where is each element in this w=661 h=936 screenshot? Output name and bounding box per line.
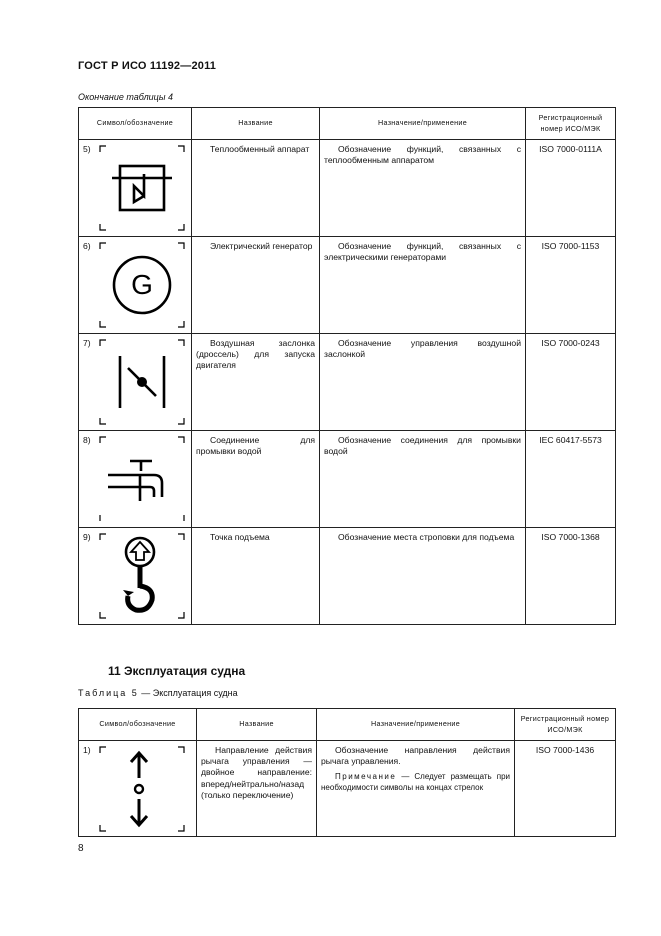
table4-caption: Окончание таблицы 4 [78,92,173,102]
table-4 [78,107,616,625]
table-row [79,140,616,237]
row-number: 7) [83,338,91,348]
symbol-cell [79,741,197,837]
symbol-cell [79,140,192,237]
col-header-name: Название [197,709,317,741]
note [321,772,510,793]
double-direction-arrow-icon [98,745,186,833]
reg-number-cell: ISO 7000-1153 [526,237,616,334]
table-row [79,237,616,334]
col-header-name: Название [192,108,320,140]
name-cell: Точка подъема [192,528,320,625]
section-title: 11 Эксплуатация судна [108,664,246,678]
symbol-cell [79,431,192,528]
table-row [79,528,616,625]
symbol-cell [79,237,192,334]
document-header: ГОСТ Р ИСО 11192—2011 [78,60,217,72]
col-header-symbol: Символ/обозначение [79,108,192,140]
col-header-purpose: Назначение/применение [320,108,526,140]
row-number: 9) [83,532,91,542]
reg-number-cell: ISO 7000-1436 [515,741,616,837]
purpose-cell: Обозначение управления воздушной заслонкой [320,334,526,431]
col-header-reg: Регистрационный номер ИСО/МЭК [515,709,616,741]
name-cell: Направление действия рычага управления — двойное направление: вперед/нейтрально/назад (только переключение) [197,741,317,837]
name-cell: Теплообменный аппарат [192,140,320,237]
heat-exchanger-icon [98,144,186,232]
name-cell: Соединение для промывки водой [192,431,320,528]
purpose-cell: Обозначение направления действия рычага управления. Примечание — Следует размещать при необходимости символы на концах стрелок [317,741,515,837]
reg-number-cell: IEC 60417-5573 [526,431,616,528]
row-number: 1) [83,745,91,755]
table-5 [78,708,616,837]
name-cell: Электрический генератор [192,237,320,334]
electric-generator-icon [98,241,186,329]
row-number: 8) [83,435,91,445]
purpose-cell: Обозначение функций, связанных с электрическими генераторами [320,237,526,334]
table-row [79,741,616,837]
svg-text:G: G [131,269,153,300]
reg-number-cell: ISO 7000-0111A [526,140,616,237]
table5-caption-label: Таблица 5 [78,688,139,698]
note-text: — Следует размещать при необходимости символы на концах стрелок [321,772,510,792]
row-number: 6) [83,241,91,251]
table5-caption-text: — Эксплуатация судна [138,688,238,698]
symbol-cell [79,528,192,625]
purpose-cell: Обозначение места строповки для подъема [320,528,526,625]
page-number: 8 [78,843,84,854]
table-header-row [79,709,616,741]
reg-number-cell: ISO 7000-1368 [526,528,616,625]
table-row [79,431,616,528]
col-header-purpose: Назначение/применение [317,709,515,741]
choke-damper-icon [98,338,186,426]
col-header-reg: Регистрационный номер ИСО/МЭК [526,108,616,140]
name-cell: Воздушная заслонка (дроссель) для запуска двигателя [192,334,320,431]
lifting-point-hook-icon [98,532,186,620]
table5-caption [78,688,238,698]
water-flush-connection-icon [98,435,186,523]
purpose-cell: Обозначение функций, связанных с теплообменным аппаратом [320,140,526,237]
col-header-symbol: Символ/обозначение [79,709,197,741]
table-row [79,334,616,431]
symbol-cell [79,334,192,431]
table-header-row [79,108,616,140]
row-number: 5) [83,144,91,154]
reg-number-cell: ISO 7000-0243 [526,334,616,431]
note-label: Примечание [335,772,397,782]
purpose-cell: Обозначение соединения для промывки водой [320,431,526,528]
